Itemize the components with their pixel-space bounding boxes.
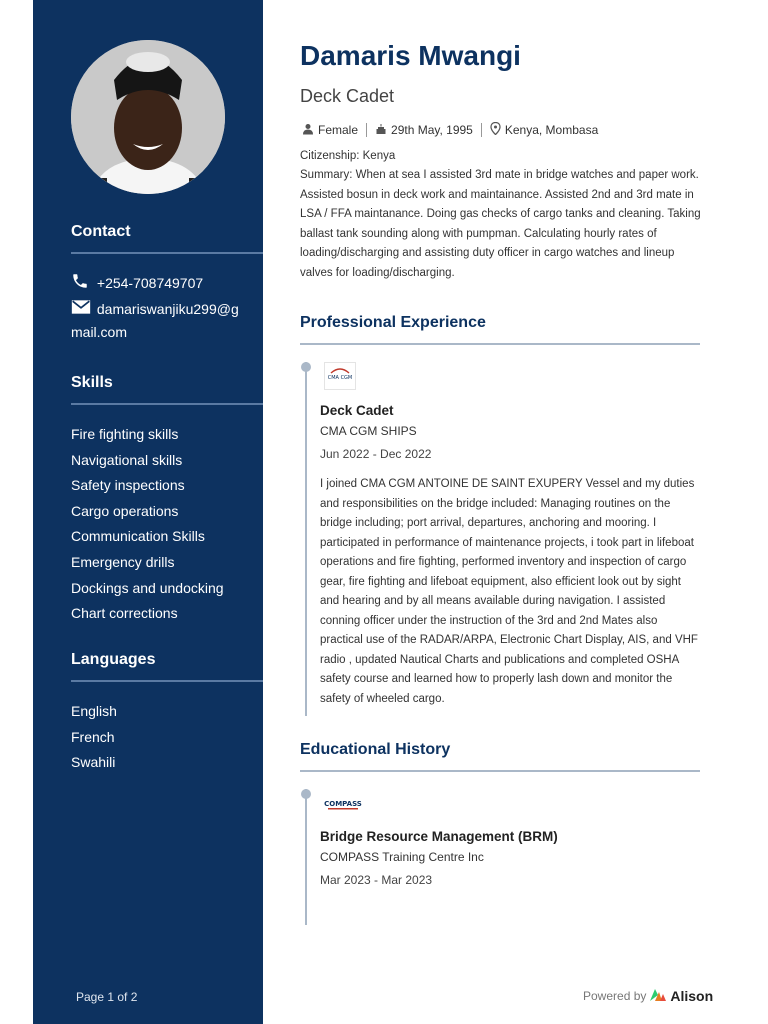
job-description: I joined CMA CGM ANTOINE DE SAINT EXUPERY Vessel and my duties and responsibilities on the bridge included: Managing routines on the bridge including; port arrival, departures, anchoring and mooring. I participated in performance of maintenance projects, i took part in lifeboat operations and fire fighting, performed inventory and inspection of cargo gear, fire fighting and lifeboat equipment, also efficient look out by sight and hearing and by all means available during navigation. I assisted conning officer under the instruction of the 3rd and 2nd Mates also practical use of the RADAR/ARPA, Electronic Chart Display, AIS, and VHF radio , updated Nautical Charts and publications and completed OSHA safety course and learned how to properly lash down and monitor the safety of wheeled cargo. xyxy=(320,478,698,705)
contact-heading: Contact xyxy=(71,223,131,240)
skill-item: Navigational skills xyxy=(71,451,183,468)
phone-link[interactable]: +254-708749707 xyxy=(96,275,204,291)
experience-divider xyxy=(300,343,700,345)
gender-text: Female xyxy=(318,123,359,137)
skill-item: Fire fighting skills xyxy=(71,426,179,442)
company-name: CMA CGM SHIPS xyxy=(320,424,417,438)
mail-icon xyxy=(71,299,93,321)
course-dates: Mar 2023 - Mar 2023 xyxy=(320,873,433,887)
citizenship: Citizenship: Kenya xyxy=(300,150,396,162)
phone-row xyxy=(71,272,203,296)
email-row-continued xyxy=(71,321,127,343)
education-heading: Educational History xyxy=(300,741,451,758)
phone-icon xyxy=(71,272,93,296)
page-number: Page 1 of 2 xyxy=(76,990,138,1004)
dob-text: 29th May, 1995 xyxy=(391,123,473,137)
sidebar xyxy=(33,0,263,1024)
cake-icon xyxy=(375,123,387,138)
skills-divider xyxy=(71,403,263,405)
skill-item: Dockings and undocking xyxy=(71,579,224,596)
company-logo xyxy=(324,362,356,390)
timeline-dot xyxy=(301,789,311,799)
svg-text:COMPASS: COMPASS xyxy=(324,800,362,808)
svg-text:CMA CGM: CMA CGM xyxy=(327,375,353,381)
profile-photo xyxy=(71,40,225,194)
language-item: French xyxy=(71,728,115,745)
personal-details xyxy=(302,122,598,138)
education-timeline xyxy=(305,789,307,925)
person-icon xyxy=(302,123,314,138)
skill-item: Communication Skills xyxy=(71,528,205,545)
email-link[interactable]: damariswanjiku299@g xyxy=(96,301,239,317)
dob-item xyxy=(375,123,473,138)
brand-name[interactable]: Alison xyxy=(670,988,714,1004)
language-item: Swahili xyxy=(71,754,116,771)
email-link-continued[interactable]: mail.com xyxy=(71,324,128,340)
gender-item xyxy=(302,123,358,138)
languages-list xyxy=(71,699,117,776)
email-row xyxy=(71,298,239,321)
skills-heading: Skills xyxy=(71,374,113,391)
job-dates: Jun 2022 - Dec 2022 xyxy=(320,447,432,461)
powered-by xyxy=(583,988,713,1004)
location-item xyxy=(490,122,598,138)
skill-item: Cargo operations xyxy=(71,502,179,519)
alison-logo-icon xyxy=(650,989,666,1004)
separator xyxy=(366,123,367,137)
contact-divider xyxy=(71,252,263,254)
location-pin-icon xyxy=(490,122,501,138)
experience-timeline xyxy=(305,362,307,716)
school-logo xyxy=(324,790,362,816)
candidate-title: Deck Cadet xyxy=(300,86,395,106)
language-item: English xyxy=(71,703,117,719)
school-name: COMPASS Training Centre Inc xyxy=(320,850,484,864)
languages-divider xyxy=(71,680,263,682)
timeline-dot xyxy=(301,362,311,372)
skills-list xyxy=(71,422,224,627)
candidate-name: Damaris Mwangi xyxy=(300,40,521,71)
skill-item: Safety inspections xyxy=(71,477,185,494)
education-divider xyxy=(300,770,700,772)
location-text: Kenya, Mombasa xyxy=(504,123,599,137)
course-title: Bridge Resource Management (BRM) xyxy=(320,829,558,844)
languages-heading: Languages xyxy=(71,651,156,668)
experience-heading: Professional Experience xyxy=(300,314,486,331)
job-title: Deck Cadet xyxy=(320,403,394,418)
skill-item: Emergency drills xyxy=(71,553,175,570)
separator xyxy=(481,123,482,137)
powered-by-label: Powered by xyxy=(583,989,647,1003)
skill-item: Chart corrections xyxy=(71,605,178,622)
avatar xyxy=(71,40,225,194)
summary: Summary: When at sea I assisted 3rd mate in bridge watches and paper work. Assisted bosun in deck work and maintainance. Assisted 2nd and 3rd mate in LSA / FFA maintanance. Doing gas checks of cargo tanks and cleaning. Taking ballast tank sounding along with pumpman. Calculating hourly rates of loading/discharging and assisting duty officer in cargo watches and lineup valves for loading/discharging. xyxy=(300,169,701,279)
